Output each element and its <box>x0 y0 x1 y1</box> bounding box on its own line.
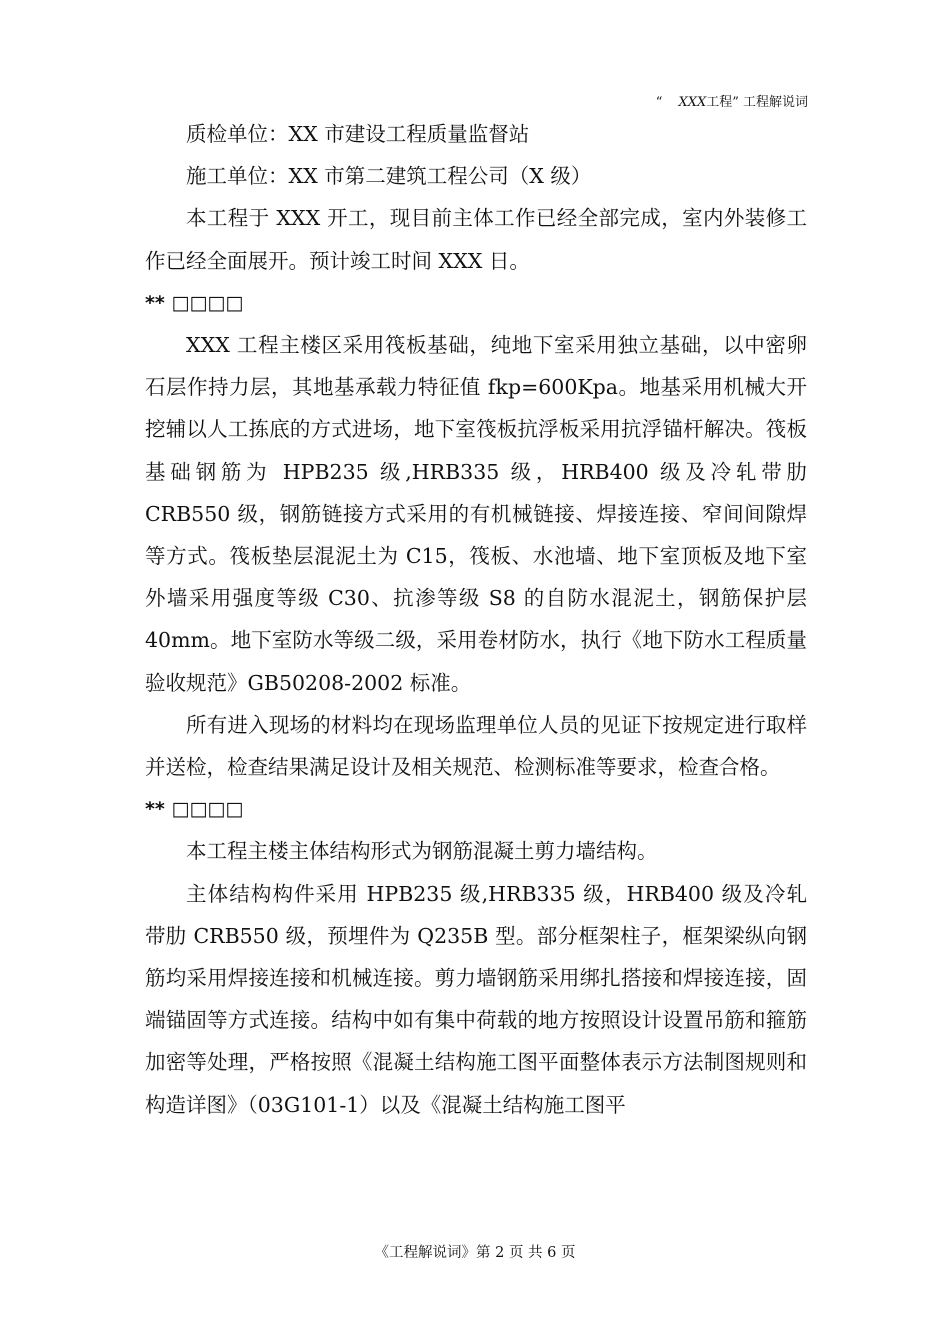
header-doc-title: 工程解说词 <box>738 95 808 110</box>
paragraph-quality-unit: 质检单位：XX 市建设工程质量监督站 <box>186 122 530 146</box>
paragraph-structure-details: 主体结构构件采用 HPB235 级,HRB335 级，HRB400 级及冷轧带肋 CRB550 级，预埋件为 Q235B 型。部分框架柱子，框架梁纵向钢筋均采用焊接连接和机械连接。剪力墙钢筋采用绑扎搭接和焊接连接，固端锚固等方式连接。结构中如有集中荷载的地方按照设计设置吊筋和箍筋加密等处理，严格按照《混凝土结构施工图平面整体表示方法制图规则和构造详图》（03G101-1）以及《混凝土结构施工图平 <box>145 881 807 1117</box>
paragraph-material-inspection: 所有进入现场的材料均在现场监理单位人员的见证下按规定进行取样并送检，检查结果满足设计及相关规范、检测标准等要求，检查合格。 <box>145 712 807 780</box>
paragraph-foundation: XXX 工程主楼区采用筏板基础，纯地下室采用独立基础，以中密卵石层作持力层，其地基承载力特征值 fkp=600Kpa。地基采用机械大开挖辅以人工拣底的方式进场，地下室筏板抗浮板采用抗浮锚杆解决。筏板基础钢筋为 HPB235 级,HRB335 级，HRB400 级及冷轧带肋 CRB550 级，钢筋链接方式采用的有机械链接、焊接连接、窄间间隙焊等方式。筏板垫层混泥土为 C15，筏板、水池墙、地下室顶板及地下室外墙采用强度等级 C30、抗渗等级 S8 的自防水混泥土，钢筋保护层 40mm。地下室防水等级二级，采用卷材防水，执行《地下防水工程质量验收规范》GB50208-2002 标准。 <box>145 333 807 695</box>
header-project-suffix: 工程” <box>706 95 739 110</box>
page-footer: 《工程解说词》第 2 页 共 6 页 <box>374 1245 576 1261</box>
section-heading-foundation: ** □□□□ <box>145 291 244 314</box>
section-heading-structure: ** □□□□ <box>145 798 244 821</box>
paragraph-construction-unit: 施工单位：XX 市第二建筑工程公司（X 级） <box>186 164 592 189</box>
document-body <box>145 113 807 1126</box>
header-project-name: XXX <box>678 95 707 110</box>
running-header <box>656 94 808 112</box>
header-open-quote: “ <box>655 95 663 110</box>
paragraph-structure-form: 本工程主楼主体结构形式为钢筋混凝土剪力墙结构。 <box>186 839 658 864</box>
paragraph-schedule: 本工程于 XXX 开工，现目前主体工作已经全部完成，室内外装修工作已经全面展开。预计竣工时间 XXX 日。 <box>145 206 807 273</box>
